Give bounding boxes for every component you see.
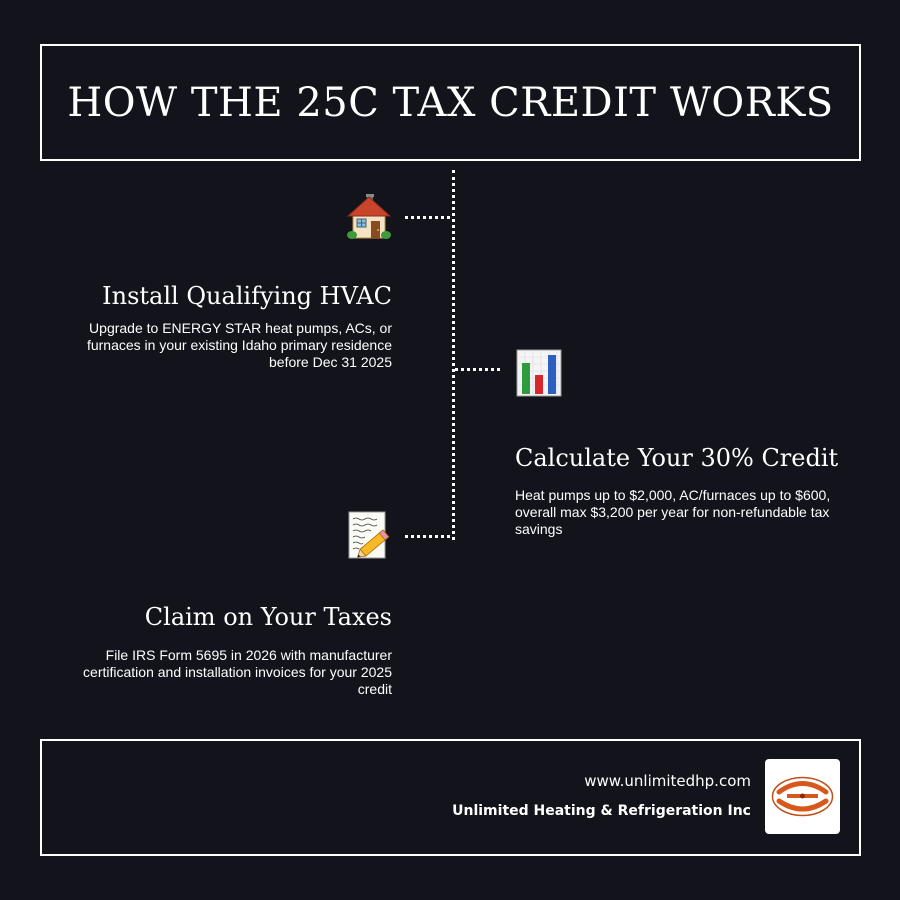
footer	[40, 739, 861, 856]
step-2-connector	[455, 368, 500, 371]
step-1-title: Install Qualifying HVAC	[102, 282, 392, 310]
step-3-description: File IRS Form 5695 in 2026 with manufacturer certification and installation invoices for your 2025 credit	[83, 647, 392, 697]
memo-pencil-icon	[344, 510, 394, 560]
bar-chart-icon	[514, 347, 564, 397]
step-2-description: Heat pumps up to $2,000, AC/furnaces up to $600, overall max $3,200 per year for non-refundable tax savings	[515, 487, 831, 537]
timeline-connector	[452, 170, 455, 540]
company-logo	[765, 759, 840, 834]
step-1-description: Upgrade to ENERGY STAR heat pumps, ACs, or furnaces in your existing Idaho primary residence before Dec 31 2025	[86, 320, 392, 370]
step-3-title: Claim on Your Taxes	[144, 603, 392, 631]
step-1-connector	[405, 216, 450, 219]
step-2-title: Calculate Your 30% Credit	[515, 444, 839, 472]
website-link[interactable]: www.unlimitedhp.com	[584, 772, 751, 790]
page-title: HOW THE 25C TAX CREDIT WORKS	[67, 79, 834, 126]
house-icon	[344, 191, 394, 241]
company-name: Unlimited Heating & Refrigeration Inc	[452, 803, 751, 819]
step-3-connector	[405, 535, 450, 538]
title-banner	[40, 44, 861, 161]
